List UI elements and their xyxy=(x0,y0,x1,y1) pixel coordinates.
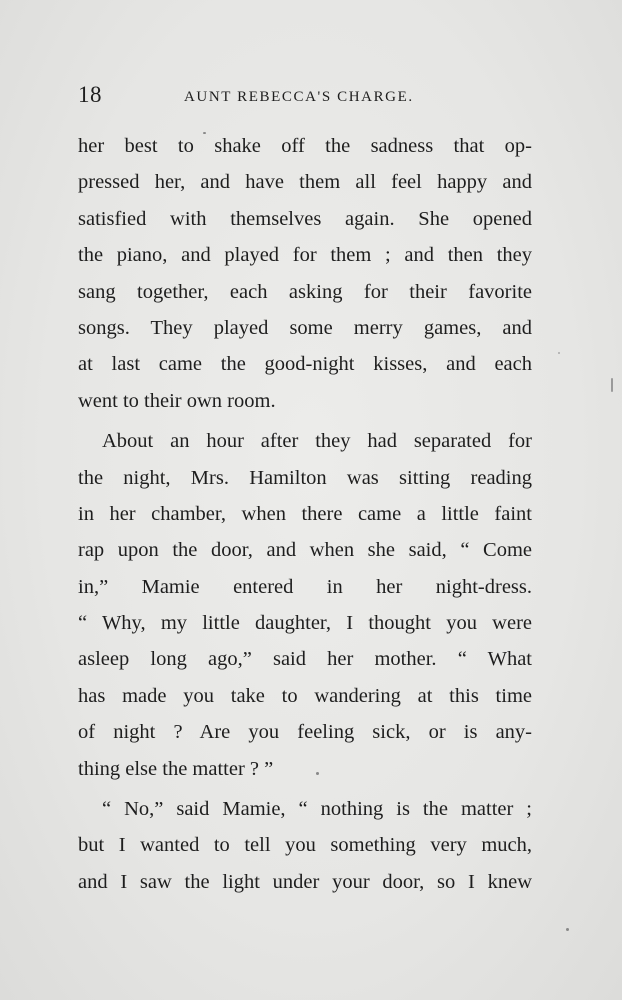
text-line: “ Why, my little daughter, I thought you were xyxy=(78,612,532,635)
text-line: her best to shake off the sadness that op- xyxy=(78,135,532,157)
text-line: pressed her, and have them all feel happy and xyxy=(78,171,532,194)
paragraph-1 xyxy=(78,128,532,419)
print-speck xyxy=(203,132,206,134)
text-line: in her chamber, when there came a little faint xyxy=(78,502,532,525)
text-line: and I saw the light under your door, so I knew xyxy=(78,870,532,893)
print-speck xyxy=(558,352,560,354)
page-number: 18 xyxy=(78,82,102,107)
body-text xyxy=(78,128,532,900)
paragraph-2 xyxy=(78,423,532,787)
text-line: went to their own room. xyxy=(78,389,276,412)
text-line: About an hour after they had separated for xyxy=(102,430,532,453)
text-line: the piano, and played for them ; and then they xyxy=(78,244,532,267)
print-speck xyxy=(611,378,613,392)
text-line: has made you take to wandering at this time xyxy=(78,684,532,707)
page-header xyxy=(78,82,538,116)
text-line: “ No,” said Mamie, “ nothing is the matter ; xyxy=(102,798,532,821)
running-head: AUNT REBECCA'S CHARGE. xyxy=(184,89,414,105)
text-line: in,” Mamie entered in her night-dress. xyxy=(78,575,532,598)
text-line: the night, Mrs. Hamilton was sitting reading xyxy=(78,466,532,489)
print-speck xyxy=(566,928,569,931)
paragraph-3 xyxy=(78,791,532,900)
text-line: asleep long ago,” said her mother. “ What xyxy=(78,648,532,671)
text-line: at last came the good-night kisses, and each xyxy=(78,353,532,376)
text-line: satisfied with themselves again. She opened xyxy=(78,207,532,230)
text-line: songs. They played some merry games, and xyxy=(78,316,532,339)
print-speck xyxy=(316,772,319,775)
text-line: but I wanted to tell you something very much, xyxy=(78,834,532,857)
text-line: sang together, each asking for their favorite xyxy=(78,280,532,303)
text-line: of night ? Are you feeling sick, or is any- xyxy=(78,721,532,744)
text-line: thing else the matter ? ” xyxy=(78,757,274,780)
text-line: rap upon the door, and when she said, “ Come xyxy=(78,539,532,562)
